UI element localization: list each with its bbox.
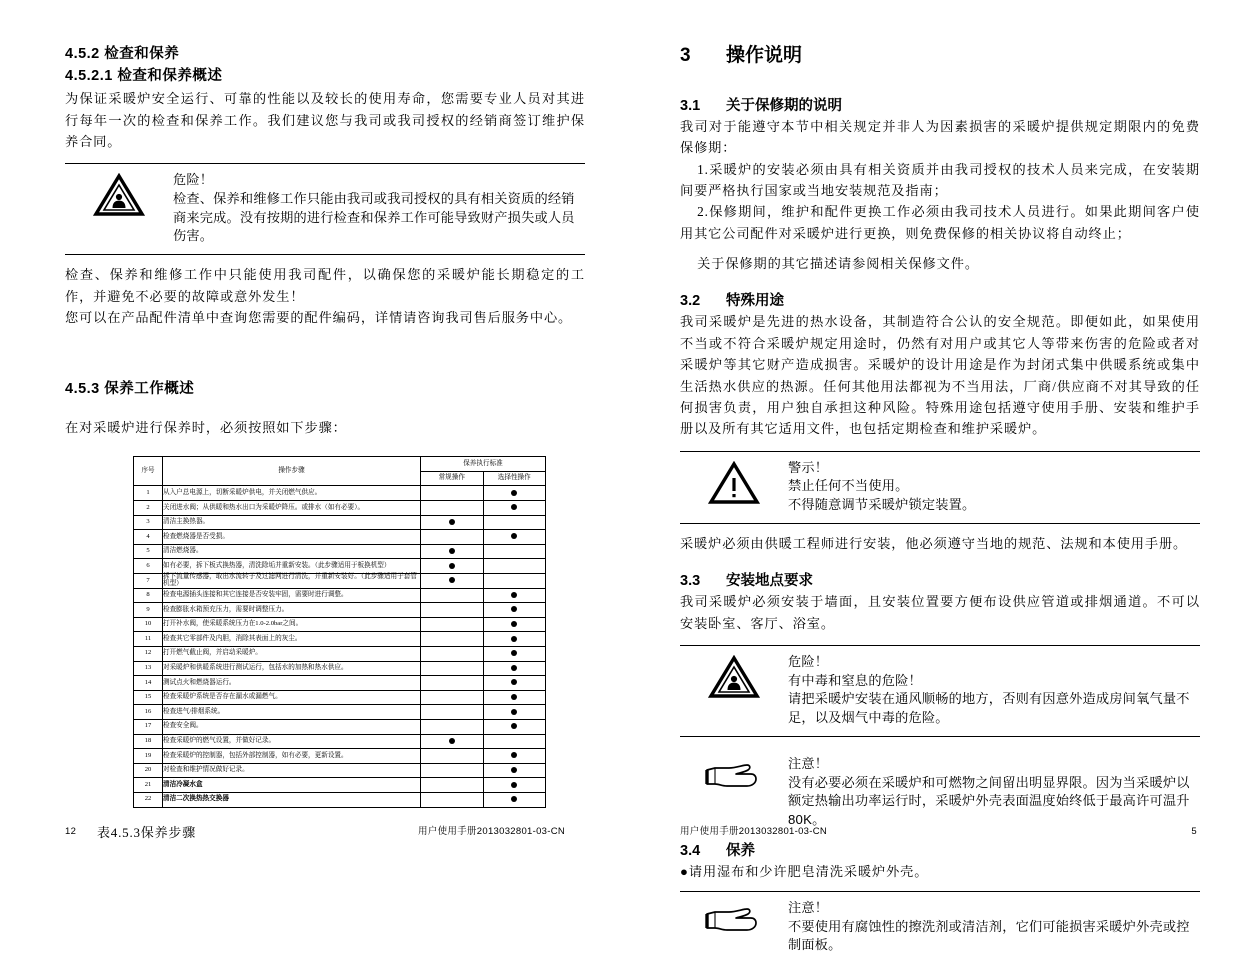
cell-step: 检查安全阀。 [163, 719, 421, 734]
filled-dot-icon [511, 650, 517, 656]
heading-3-4-number: 3.4 [680, 842, 701, 859]
filled-dot-icon [511, 767, 517, 773]
table-header-row-1 [134, 457, 546, 472]
table-row [134, 705, 546, 720]
divider [680, 736, 1200, 737]
table-caption: 表4.5.3保养步骤 [97, 824, 196, 840]
cell-regular [421, 603, 484, 618]
cell-regular [421, 690, 484, 705]
filled-dot-icon [511, 636, 517, 642]
filled-dot-icon [449, 548, 455, 554]
heading-3-3-number: 3.3 [680, 573, 701, 590]
cell-no: 12 [134, 646, 163, 661]
cell-no: 22 [134, 792, 163, 807]
heading-3-4-title: 保养 [726, 842, 755, 859]
cell-step: 检查采暖炉系统是否存在漏水或漏燃气。 [163, 690, 421, 705]
cell-optional [483, 617, 546, 632]
cell-regular [421, 749, 484, 764]
cell-no: 14 [134, 676, 163, 691]
attention-notice-1-body: 没有必要必须在采暖炉和可燃物之间留出明显界限。因为当采暖炉以额定热输出功率运行时，采暖炉外壳表面温度始终低于最高许可温升80K。 [788, 774, 1190, 828]
table-head [134, 457, 546, 486]
table-row [134, 501, 546, 516]
attention-notice-1 [680, 748, 1200, 830]
heading-3-3 [680, 569, 1200, 590]
chapter-number: 3 [680, 45, 691, 66]
danger-person-triangle-icon [680, 653, 788, 699]
cell-optional [483, 501, 546, 516]
filled-dot-icon [511, 490, 517, 496]
filled-dot-icon [511, 723, 517, 729]
heading-3-3-title: 安装地点要求 [726, 573, 813, 590]
cell-regular [421, 574, 484, 589]
section-3-3-paragraph: 我司采暖炉必须安装于墙面，且安装位置要方便布设供应管道或排烟通道。不可以安装卧室、客厅、浴室。 [680, 594, 1200, 631]
cell-no: 17 [134, 719, 163, 734]
cell-regular [421, 778, 484, 793]
cell-step: 拆下流量传感器，取出水流转子及过滤网进行清洗，并重新安装好。（此步骤适用于套管机型） [163, 574, 421, 589]
attention-notice-2-title: 注意！ [788, 899, 829, 915]
table-row [134, 763, 546, 778]
table-intro-paragraph: 在对采暖炉进行保养时，必须按照如下步骤： [65, 419, 347, 435]
table-row [134, 515, 546, 530]
danger-notice-right [680, 645, 1200, 728]
cell-step: 从入户总电源上，切断采暖炉供电，并关闭燃气供应。 [163, 486, 421, 501]
table-row [134, 778, 546, 793]
col-header-optional: 选择性操作 [483, 471, 546, 486]
cell-optional [483, 646, 546, 661]
table-row [134, 646, 546, 661]
table-row [134, 734, 546, 749]
cell-optional [483, 559, 546, 574]
filled-dot-icon [511, 694, 517, 700]
chapter-heading [680, 45, 1200, 68]
cell-no: 2 [134, 501, 163, 516]
cell-no: 21 [134, 778, 163, 793]
cell-step: 关闭进水阀；从供暖和热水出口为采暖炉降压。或排水（如有必要）。 [163, 501, 421, 516]
table-row [134, 661, 546, 676]
cell-step: 检查其它零部件及内胆，消除其表面上的灰尘。 [163, 632, 421, 647]
section-3-4-bullet: ●请用湿布和少许肥皂清洗采暖炉外壳。 [680, 863, 929, 879]
cell-regular [421, 646, 484, 661]
attention-notice-1-title: 注意！ [788, 755, 829, 771]
warning-notice [680, 451, 1200, 515]
col-header-standard: 保养执行标准 [421, 457, 546, 472]
cell-optional [483, 676, 546, 691]
pointing-hand-icon [680, 755, 788, 793]
cell-regular [421, 530, 484, 545]
intro-paragraph: 为保证采暖炉安全运行、可靠的性能以及较长的使用寿命，您需要专业人员对其进行每年一次的检查和保养工作。我们建议您与我司或我司授权的经销商签订维护保养合同。 [65, 91, 585, 149]
cell-regular [421, 632, 484, 647]
cell-optional [483, 749, 546, 764]
cell-optional [483, 719, 546, 734]
table-row [134, 588, 546, 603]
section-3-1-item-2: 2.保修期间，维护和配件更换工作必须由我司技术人员进行。如果此期间客户使用其它公司配件对采暖炉进行更换，则免费保修的相关协议将自动终止； [680, 204, 1200, 241]
after-notice-paragraph-1: 检查、保养和维修工作中只能使用我司配件，以确保您的采暖炉能长期稳定的工作，并避免不必要的故障或意外发生！ [65, 267, 585, 304]
heading-3-1-title: 关于保修期的说明 [726, 97, 842, 114]
cell-regular [421, 617, 484, 632]
cell-step: 检查电源插头连接和其它连接是否安装牢固，需要时进行调整。 [163, 588, 421, 603]
maintenance-table [133, 456, 546, 807]
table-row [134, 486, 546, 501]
cell-optional [483, 574, 546, 589]
col-header-no: 序号 [134, 457, 163, 486]
cell-step: 清洁主换热器。 [163, 515, 421, 530]
heading-3-1 [680, 94, 1200, 115]
warning-notice-text [788, 459, 1200, 515]
footer-page-number-right: 5 [1191, 826, 1197, 837]
warning-notice-title: 警示！ [788, 459, 829, 475]
cell-step: 如有必要，拆下板式换热器，清洗除垢并重新安装。（此步骤适用于板换机型） [163, 559, 421, 574]
pointing-hand-icon [680, 899, 788, 937]
table-row [134, 544, 546, 559]
footer-text-right: 用户使用手册2013032801-03-CN [680, 826, 828, 837]
attention-notice-2-text [788, 899, 1200, 955]
filled-dot-icon [511, 504, 517, 510]
table-row [134, 676, 546, 691]
cell-regular [421, 661, 484, 676]
cell-no: 19 [134, 749, 163, 764]
attention-notice-2-body: 不要使用有腐蚀性的擦洗剂或清洁剂，它们可能损害采暖炉外壳或控制面板。 [788, 918, 1190, 953]
col-header-step: 操作步骤 [163, 457, 421, 486]
cell-step: 打开燃气截止阀，并启动采暖炉。 [163, 646, 421, 661]
attention-notice-2 [680, 891, 1200, 955]
cell-step: 对采暖炉和供暖系统进行测试运行，包括水的加热和热水供应。 [163, 661, 421, 676]
table-row [134, 749, 546, 764]
cell-optional [483, 530, 546, 545]
heading-3-2-number: 3.2 [680, 293, 701, 310]
footer-text-left: 用户使用手册2013032801-03-CN [418, 826, 566, 837]
cell-regular [421, 544, 484, 559]
heading-3-1-number: 3.1 [680, 97, 701, 114]
cell-optional [483, 632, 546, 647]
cell-step: 打开补水阀，使采暖系统压力在1.0-2.0bar之间。 [163, 617, 421, 632]
table-row [134, 792, 546, 807]
footer-page-number-left: 12 [65, 826, 77, 837]
cell-no: 20 [134, 763, 163, 778]
attention-notice-1-text [788, 755, 1200, 830]
warning-notice-line-1: 禁止任何不当使用。 [788, 478, 909, 494]
cell-regular [421, 705, 484, 720]
table-row [134, 632, 546, 647]
section-3-1-paragraph: 我司对于能遵守本节中相关规定并非人为因素损害的采暖炉提供规定期限内的免费保修期： [680, 118, 1200, 156]
heading-4-5-2: 4.5.2 检查和保养 [65, 46, 180, 62]
cell-regular [421, 792, 484, 807]
cell-regular [421, 515, 484, 530]
cell-step: 检查采暖炉的控制器，包括外部控制器，如有必要，更新设置。 [163, 749, 421, 764]
cell-optional [483, 763, 546, 778]
cell-regular [421, 719, 484, 734]
filled-dot-icon [511, 533, 517, 539]
filled-dot-icon [449, 519, 455, 525]
cell-no: 1 [134, 486, 163, 501]
danger-notice-right-line-1: 有中毒和窒息的危险！ [788, 672, 922, 688]
right-page-column [680, 45, 1200, 955]
filled-dot-icon [511, 606, 517, 612]
cell-no: 18 [134, 734, 163, 749]
cell-no: 16 [134, 705, 163, 720]
cell-no: 9 [134, 603, 163, 618]
cell-optional [483, 603, 546, 618]
danger-notice-title: 危险！ [173, 172, 214, 188]
heading-4-5-2-1: 4.5.2.1 检查和保养概述 [65, 67, 223, 84]
cell-no: 15 [134, 690, 163, 705]
danger-notice-left [65, 163, 585, 246]
cell-optional [483, 690, 546, 705]
cell-no: 10 [134, 617, 163, 632]
table-row [134, 603, 546, 618]
cell-optional [483, 588, 546, 603]
danger-notice-right-line-2: 请把采暖炉安装在通风顺畅的地方，否则有因意外造成房间氧气量不足，以及烟气中毒的危险。 [788, 691, 1190, 726]
heading-3-4 [680, 839, 1200, 860]
cell-step: 检查膨胀水箱预充压力，需要时调整压力。 [163, 603, 421, 618]
cell-step: 检查采暖炉的燃气设置，并做好记录。 [163, 734, 421, 749]
cell-regular [421, 588, 484, 603]
heading-4-5-3: 4.5.3 保养工作概述 [65, 381, 195, 398]
cell-no: 3 [134, 515, 163, 530]
cell-no: 13 [134, 661, 163, 676]
after-notice-paragraph-2: 您可以在产品配件清单中查询您需要的配件编码，详情请咨询我司售后服务中心。 [65, 309, 573, 325]
cell-step: 清洁燃烧器。 [163, 544, 421, 559]
section-3-2-paragraph: 我司采暖炉是先进的热水设备，其制造符合公认的安全规范。即便如此，如果使用不当或不符合采暖炉规定用途时，仍然有对用户或其它人等带来伤害的危险或者对采暖炉等其它财产造成损害。采暖炉的设计用途是作为封闭式集中供暖系统或集中生活热水供应的热源。任何其他用法都视为不当用法，厂商/供应商不对其导致的任何损害负责，用户独自承担这种风险。特殊用途包括遵守使用手册、安装和维护手册以及所有其它适用文件，也包括定期检查和维护采暖炉。 [680, 314, 1200, 437]
left-page-column [65, 45, 585, 841]
filled-dot-icon [511, 679, 517, 685]
cell-optional [483, 486, 546, 501]
cell-step: 检查进气/排烟系统。 [163, 705, 421, 720]
table-row [134, 530, 546, 545]
filled-dot-icon [511, 796, 517, 802]
cell-no: 5 [134, 544, 163, 559]
cell-optional [483, 778, 546, 793]
cell-optional [483, 661, 546, 676]
cell-no: 7 [134, 574, 163, 589]
danger-person-triangle-icon [65, 171, 173, 217]
cell-regular [421, 486, 484, 501]
section-3-1-closing: 关于保修期的其它描述请参阅相关保修文件。 [697, 256, 979, 272]
cell-step: 检查燃烧器是否受损。 [163, 530, 421, 545]
filled-dot-icon [511, 752, 517, 758]
cell-step: 测试点火和燃烧器运行。 [163, 676, 421, 691]
cell-regular [421, 559, 484, 574]
cell-no: 6 [134, 559, 163, 574]
chapter-title: 操作说明 [726, 45, 803, 66]
table-row [134, 617, 546, 632]
cell-step: 对检查和维护情况做好记录。 [163, 763, 421, 778]
cell-optional [483, 705, 546, 720]
filled-dot-icon [511, 782, 517, 788]
danger-notice-right-text [788, 653, 1200, 728]
maintenance-table-wrap [133, 456, 585, 807]
cell-optional [483, 544, 546, 559]
cell-optional [483, 515, 546, 530]
heading-3-2 [680, 289, 1200, 310]
cell-regular [421, 501, 484, 516]
filled-dot-icon [449, 577, 455, 583]
cell-optional [483, 734, 546, 749]
warning-exclamation-triangle-icon [680, 459, 788, 505]
filled-dot-icon [449, 738, 455, 744]
cell-step: 清洁二次换热热交换器 [163, 792, 421, 807]
cell-regular [421, 676, 484, 691]
cell-regular [421, 734, 484, 749]
table-row [134, 574, 546, 589]
filled-dot-icon [511, 592, 517, 598]
heading-3-2-title: 特殊用途 [726, 293, 784, 310]
table-row [134, 690, 546, 705]
danger-notice-body: 检查、保养和维修工作只能由我司或我司授权的具有相关资质的经销商来完成。没有按期的进行检查和保养工作可能导致财产损失或人员伤害。 [173, 190, 575, 244]
filled-dot-icon [511, 621, 517, 627]
cell-no: 4 [134, 530, 163, 545]
filled-dot-icon [449, 563, 455, 569]
danger-notice-text [173, 171, 585, 246]
cell-optional [483, 792, 546, 807]
table-row [134, 719, 546, 734]
table-body [134, 486, 546, 807]
danger-notice-right-title: 危险！ [788, 654, 829, 669]
warning-notice-line-2: 不得随意调节采暖炉锁定装置。 [788, 497, 976, 513]
cell-step: 清洁冷凝水盒 [163, 778, 421, 793]
col-header-regular: 常规操作 [421, 471, 484, 486]
filled-dot-icon [511, 665, 517, 671]
cell-no: 11 [134, 632, 163, 647]
section-3-1-item-1: 1.采暖炉的安装必须由具有相关资质并由我司授权的技术人员来完成，在安装期间要严格执行国家或当地安装规范及指南； [680, 161, 1200, 198]
table-row [134, 559, 546, 574]
filled-dot-icon [511, 709, 517, 715]
after-warning-paragraph: 采暖炉必须由供暖工程师进行安装，他必须遵守当地的规范、法规和本使用手册。 [680, 535, 1188, 551]
cell-no: 8 [134, 588, 163, 603]
cell-regular [421, 763, 484, 778]
